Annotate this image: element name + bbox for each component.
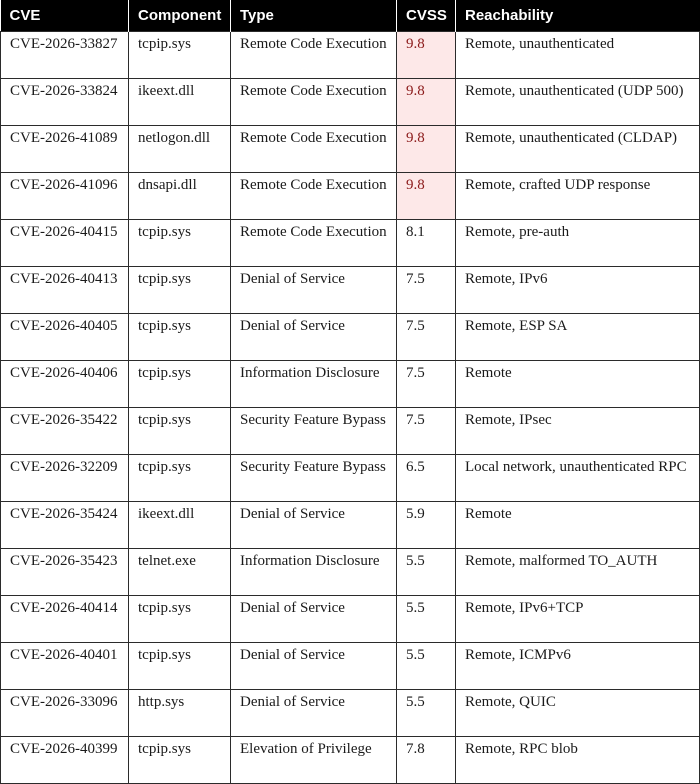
cell-type: Information Disclosure [231, 548, 397, 595]
cell-reachability: Remote, unauthenticated (UDP 500) [456, 78, 700, 125]
cell-cve: CVE-2026-40413 [1, 266, 129, 313]
cell-reachability: Remote, IPv6 [456, 266, 700, 313]
cell-cve: CVE-2026-35422 [1, 407, 129, 454]
cell-component: tcpip.sys [129, 313, 231, 360]
cell-cve: CVE-2026-35424 [1, 501, 129, 548]
cell-cve: CVE-2026-41089 [1, 125, 129, 172]
cell-reachability: Remote, ESP SA [456, 313, 700, 360]
column-header-reachability: Reachability [456, 0, 700, 31]
cell-cvss: 6.5 [397, 454, 456, 501]
cell-type: Denial of Service [231, 313, 397, 360]
cell-cvss: 7.5 [397, 407, 456, 454]
cell-type: Security Feature Bypass [231, 407, 397, 454]
table-row [1, 407, 700, 454]
cell-type: Remote Code Execution [231, 125, 397, 172]
cell-cvss: 9.8 [397, 78, 456, 125]
table-row [1, 642, 700, 689]
cell-cvss: 7.5 [397, 360, 456, 407]
cell-component: netlogon.dll [129, 125, 231, 172]
cell-cvss: 7.5 [397, 266, 456, 313]
cell-cve: CVE-2026-40399 [1, 736, 129, 783]
table-row [1, 548, 700, 595]
cell-reachability: Remote, QUIC [456, 689, 700, 736]
column-header-component: Component [129, 0, 231, 31]
cell-cvss: 5.5 [397, 689, 456, 736]
cell-type: Remote Code Execution [231, 172, 397, 219]
cell-reachability: Local network, unauthenticated RPC [456, 454, 700, 501]
table-row [1, 172, 700, 219]
cell-component: tcpip.sys [129, 407, 231, 454]
cell-cve: CVE-2026-32209 [1, 454, 129, 501]
cell-reachability: Remote, malformed TO_AUTH [456, 548, 700, 595]
cell-component: tcpip.sys [129, 736, 231, 783]
cell-reachability: Remote, RPC blob [456, 736, 700, 783]
column-header-cvss: CVSS [397, 0, 456, 31]
cell-cvss: 7.5 [397, 313, 456, 360]
cell-reachability: Remote, unauthenticated (CLDAP) [456, 125, 700, 172]
cell-cvss: 9.8 [397, 31, 456, 78]
cell-type: Denial of Service [231, 689, 397, 736]
cell-component: http.sys [129, 689, 231, 736]
cell-cvss: 9.8 [397, 125, 456, 172]
cell-cvss: 5.9 [397, 501, 456, 548]
cell-component: tcpip.sys [129, 454, 231, 501]
cell-type: Denial of Service [231, 642, 397, 689]
table-row [1, 736, 700, 783]
cell-cve: CVE-2026-33824 [1, 78, 129, 125]
cell-cve: CVE-2026-40406 [1, 360, 129, 407]
table-row [1, 31, 700, 78]
cell-type: Security Feature Bypass [231, 454, 397, 501]
cell-cve: CVE-2026-35423 [1, 548, 129, 595]
cell-component: tcpip.sys [129, 219, 231, 266]
cell-cve: CVE-2026-33096 [1, 689, 129, 736]
cell-cve: CVE-2026-40415 [1, 219, 129, 266]
cell-reachability: Remote, IPsec [456, 407, 700, 454]
cell-reachability: Remote, pre-auth [456, 219, 700, 266]
cell-cve: CVE-2026-33827 [1, 31, 129, 78]
table-row [1, 689, 700, 736]
table-row [1, 595, 700, 642]
cell-component: tcpip.sys [129, 642, 231, 689]
cell-reachability: Remote [456, 501, 700, 548]
cell-component: telnet.exe [129, 548, 231, 595]
cell-type: Remote Code Execution [231, 31, 397, 78]
table-body [1, 31, 700, 783]
table-row [1, 266, 700, 313]
cell-cvss: 7.8 [397, 736, 456, 783]
table-row [1, 360, 700, 407]
cell-reachability: Remote, unauthenticated [456, 31, 700, 78]
cell-type: Denial of Service [231, 266, 397, 313]
column-header-type: Type [231, 0, 397, 31]
cell-type: Remote Code Execution [231, 219, 397, 266]
cell-component: tcpip.sys [129, 266, 231, 313]
cell-reachability: Remote, crafted UDP response [456, 172, 700, 219]
cell-cvss: 9.8 [397, 172, 456, 219]
cell-component: ikeext.dll [129, 501, 231, 548]
cell-type: Elevation of Privilege [231, 736, 397, 783]
cell-cvss: 5.5 [397, 642, 456, 689]
cell-type: Denial of Service [231, 501, 397, 548]
cell-reachability: Remote, ICMPv6 [456, 642, 700, 689]
cell-cve: CVE-2026-40401 [1, 642, 129, 689]
table-row [1, 219, 700, 266]
table-row [1, 78, 700, 125]
table-row [1, 501, 700, 548]
table-row [1, 125, 700, 172]
cell-component: dnsapi.dll [129, 172, 231, 219]
table-row [1, 454, 700, 501]
cell-component: tcpip.sys [129, 595, 231, 642]
cell-reachability: Remote [456, 360, 700, 407]
cell-type: Denial of Service [231, 595, 397, 642]
cell-component: tcpip.sys [129, 360, 231, 407]
cell-cve: CVE-2026-41096 [1, 172, 129, 219]
cell-type: Information Disclosure [231, 360, 397, 407]
cell-reachability: Remote, IPv6+TCP [456, 595, 700, 642]
cell-cve: CVE-2026-40414 [1, 595, 129, 642]
table-row [1, 313, 700, 360]
table-header-row [1, 0, 700, 31]
cell-cvss: 5.5 [397, 548, 456, 595]
cell-cvss: 5.5 [397, 595, 456, 642]
cell-type: Remote Code Execution [231, 78, 397, 125]
cell-component: ikeext.dll [129, 78, 231, 125]
cell-cve: CVE-2026-40405 [1, 313, 129, 360]
cell-cvss: 8.1 [397, 219, 456, 266]
cell-component: tcpip.sys [129, 31, 231, 78]
column-header-cve: CVE [1, 0, 129, 31]
